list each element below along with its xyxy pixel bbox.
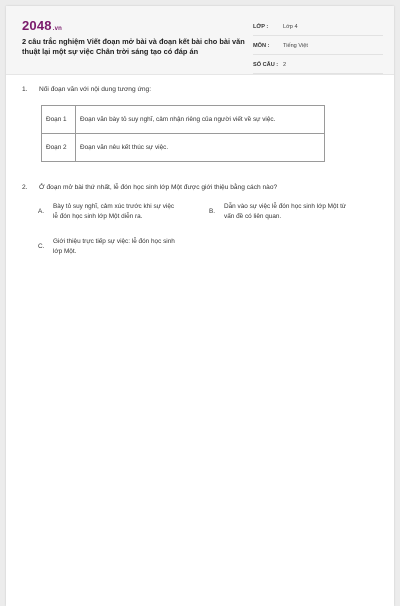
option-text: Dẫn vào sự việc lễ đón học sinh lớp Một từ vấn đề có liên quan.: [224, 203, 347, 220]
table-cell-label: Đoạn 1: [42, 106, 76, 134]
table-cell-content: Đoạn văn nêu kết thúc sự việc.: [76, 134, 325, 162]
table-row: [42, 106, 325, 134]
meta-label: LỚP :: [253, 24, 269, 30]
meta-label: MÔN :: [253, 43, 270, 49]
question-text: Ở đoạn mở bài thứ nhất, lễ đón học sinh lớp Một được giới thiệu bằng cách nào?: [39, 184, 278, 191]
document-header: [6, 6, 394, 75]
matching-table: [41, 105, 325, 162]
table-row: [42, 134, 325, 162]
option-text: Bày tỏ suy nghĩ, cảm xúc trước khi sự việc lễ đón học sinh lớp Một diễn ra.: [53, 203, 175, 220]
option-letter: C.: [38, 243, 45, 250]
question-number: 1.: [22, 86, 28, 93]
table-cell-content: Đoạn văn bày tỏ suy nghĩ, cảm nhận riêng của người viết về sự việc.: [76, 106, 325, 134]
meta-value: Lớp 4: [283, 24, 298, 30]
meta-row-subject: [253, 38, 383, 55]
meta-value: 2: [283, 62, 287, 68]
option-letter: A.: [38, 208, 45, 215]
meta-row-grade: [253, 19, 383, 36]
meta-value: Tiếng Việt: [283, 43, 308, 49]
meta-label: SỐ CÂU :: [253, 62, 279, 68]
question-number: 2.: [22, 184, 28, 191]
table-cell-label: Đoạn 2: [42, 134, 76, 162]
site-logo[interactable]: 2048.vn: [22, 18, 63, 33]
document-meta: [253, 19, 383, 76]
question-text: Nối đoạn văn với nội dung tương ứng:: [39, 86, 152, 93]
option-letter: B.: [209, 208, 216, 215]
meta-row-question-count: [253, 57, 383, 74]
document-page: [6, 6, 394, 606]
option-text: Giới thiệu trực tiếp sự việc: lễ đón học sinh lớp Một.: [53, 238, 175, 255]
document-title: 2 câu trắc nghiệm Viết đoạn mở bài và đoạn kết bài cho bài văn thuật lại một sự việc Chân trời sáng tạo có đáp án: [22, 37, 245, 56]
